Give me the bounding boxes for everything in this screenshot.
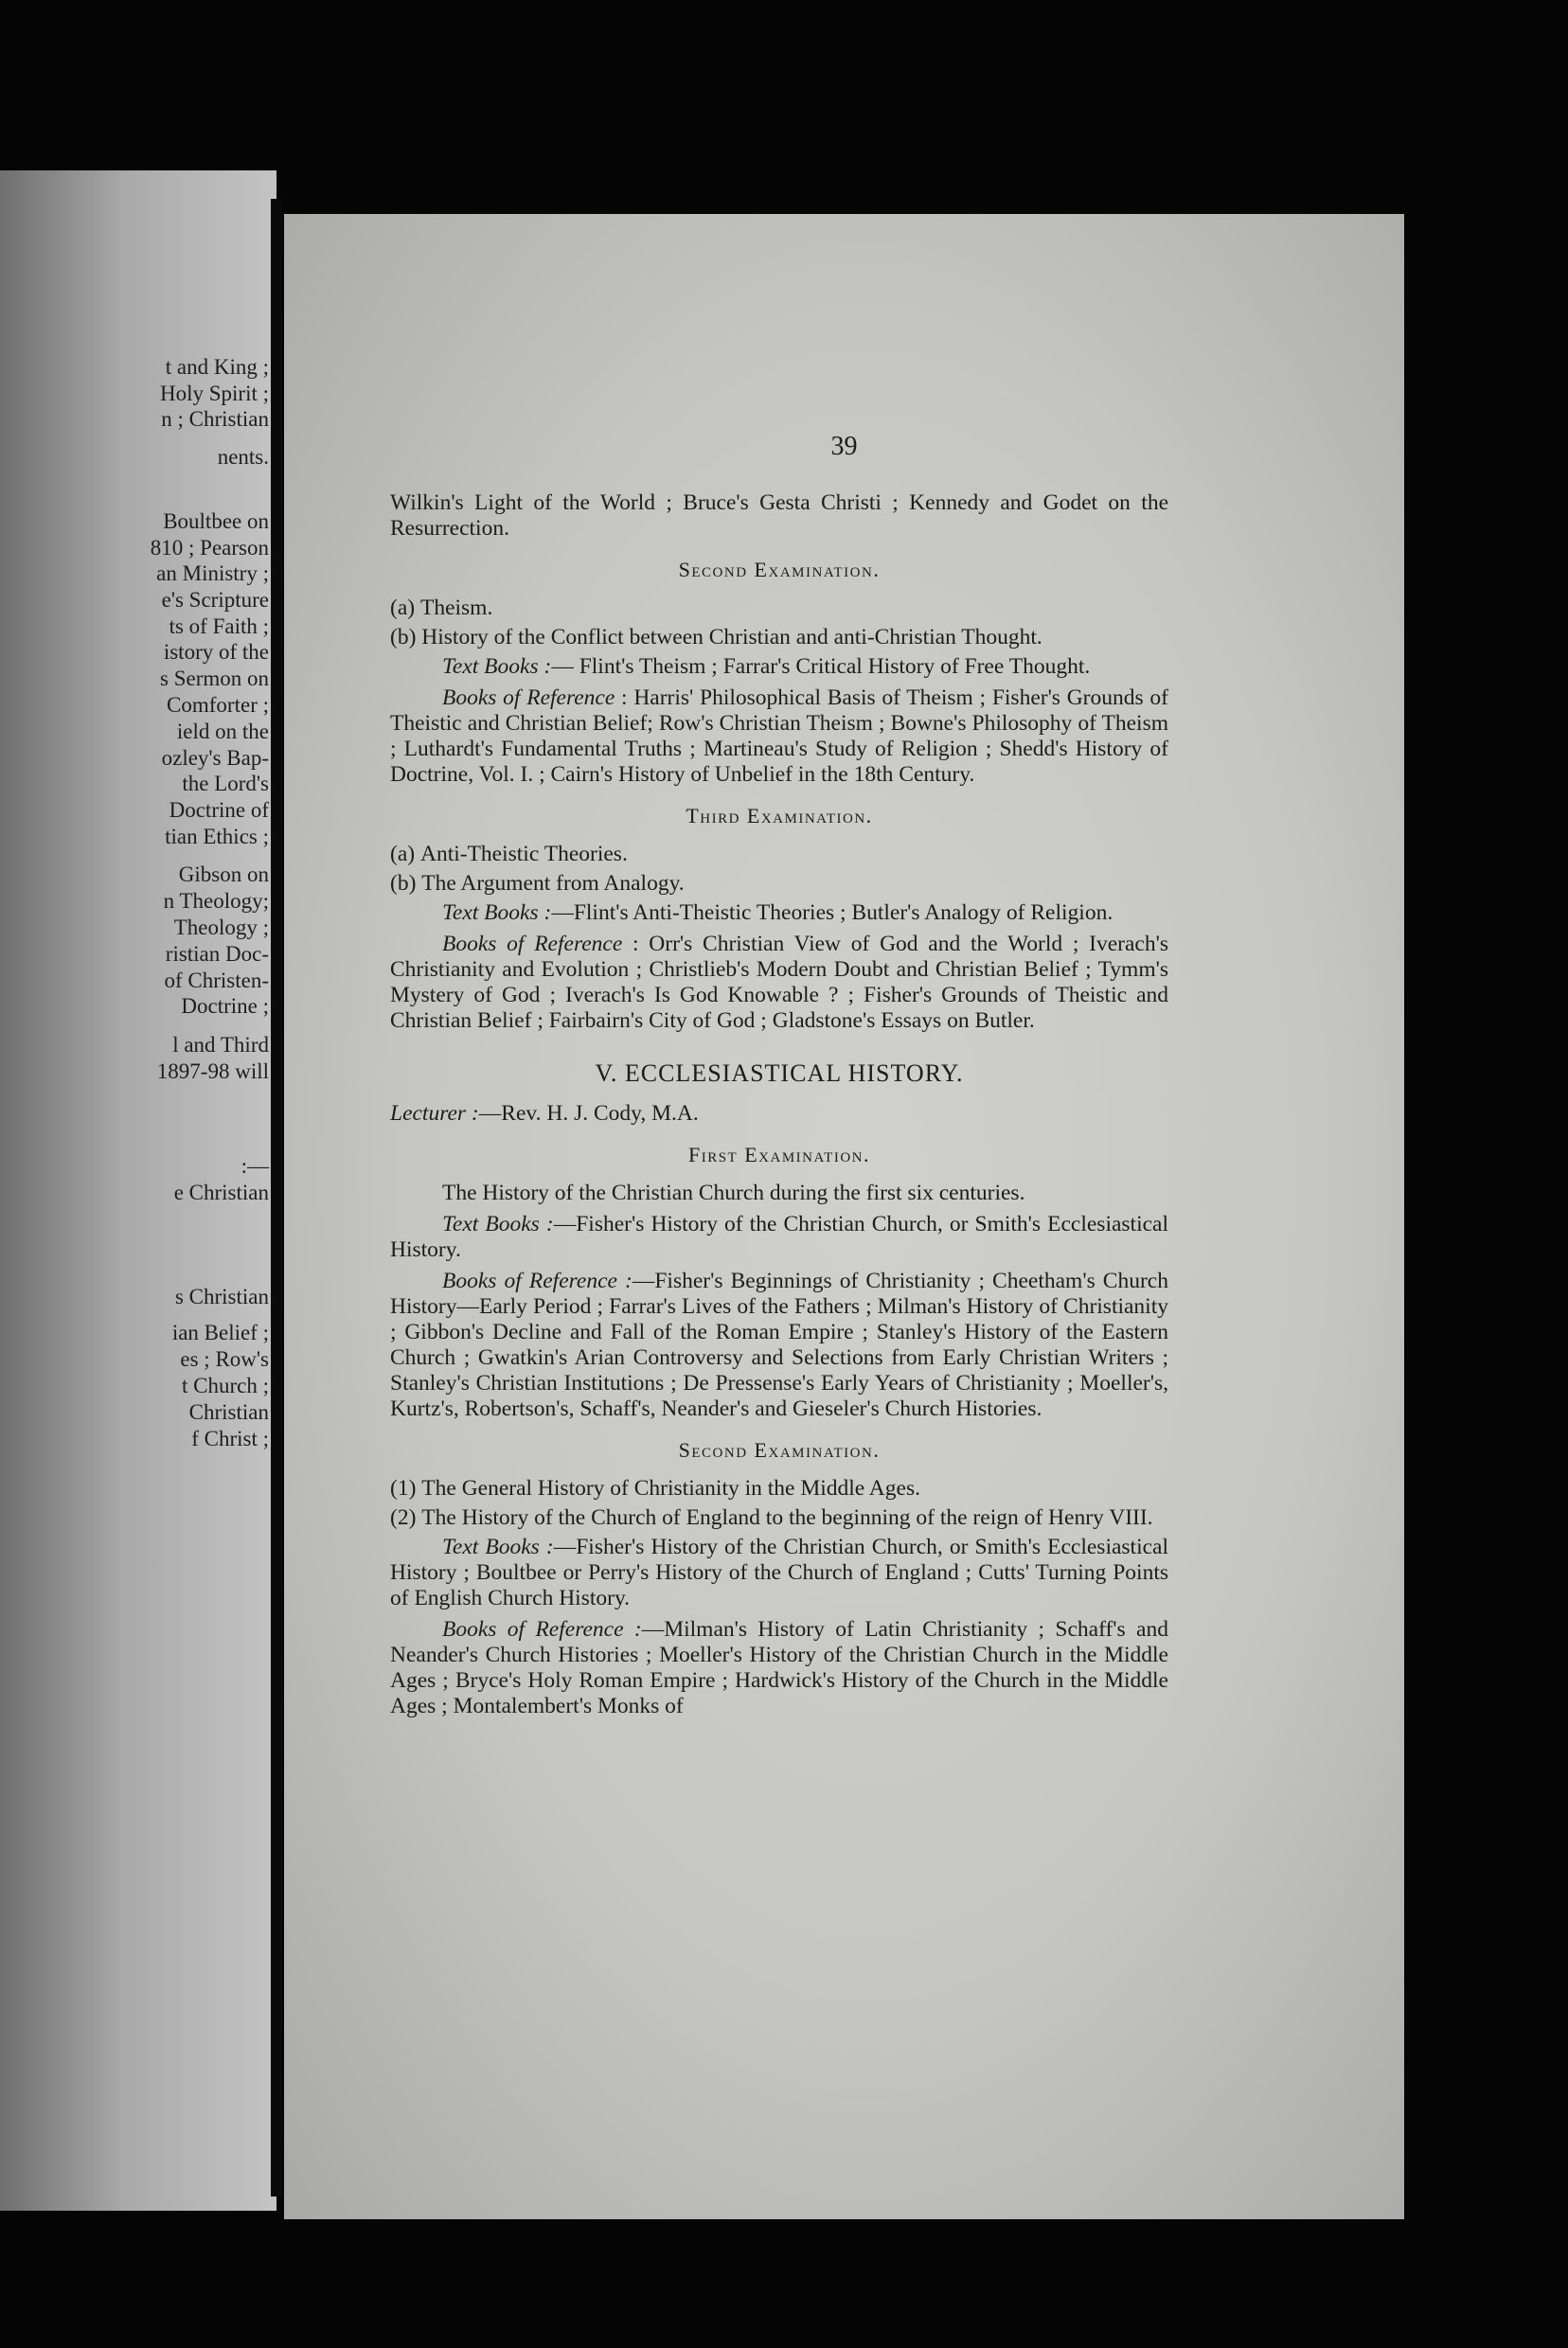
- left-page-line: istory of the: [163, 640, 269, 664]
- left-page-line: 810 ; Pearson: [150, 536, 269, 560]
- intro-paragraph: Wilkin's Light of the World ; Bruce's Gesta Christi ; Kennedy and Godet on the Resurrection.: [390, 490, 1168, 541]
- books-of-reference-paragraph: Books of Reference : Orr's Christian View of God and the World ; Iverach's Christianity and Evolution ; Christlieb's Modern Doubt and Christian Belief ; Tymm's Mystery of God ; Iverach's Is God Knowable ? ; Fisher's Grounds of Theistic and Christian Belief ; Fairbairn's City of God ; Gladstone's Essays on Butler.: [390, 932, 1168, 1033]
- left-page-line: n ; Christian: [161, 407, 269, 431]
- gutter-rule: [271, 199, 282, 2197]
- left-page-line: t Church ;: [182, 1374, 269, 1397]
- subject-paragraph: The History of the Christian Church during the first six centuries.: [442, 1181, 1025, 1205]
- list-item: (b) History of the Conflict between Christian and anti-Christian Thought.: [390, 625, 1042, 649]
- list-item: (1) The General History of Christianity in the Middle Ages.: [390, 1476, 920, 1501]
- left-page-line: Comforter ;: [167, 693, 269, 717]
- books-of-reference-paragraph: Books of Reference : Harris' Philosophical Basis of Theism ; Fisher's Grounds of Theistic and Christian Belief; Row's Christian Theism ; Bowne's Philosophy of Theism ; Luthardt's Fundamental Truths ; Martineau's Study of Religion ; Shedd's History of Doctrine, Vol. I. ; Cairn's History of Unbelief in the 18th Century.: [390, 685, 1168, 787]
- list-item: (a) Anti-Theistic Theories.: [390, 842, 628, 866]
- left-page-line: Holy Spirit ;: [159, 382, 269, 405]
- left-page-line: the Lord's: [182, 772, 269, 795]
- text-books-paragraph: Text Books :— Flint's Theism ; Farrar's Critical History of Free Thought.: [442, 654, 1091, 679]
- left-page-line: ian Belief ;: [171, 1321, 269, 1344]
- books-of-reference-paragraph: Books of Reference :—Milman's History of Latin Christianity ; Schaff's and Neander's Church Histories ; Moeller's History of the Christian Church in the Middle Ages ; Bryce's Holy Roman Empire ; Hardwick's History of the Church in the Middle Ages ; Montalembert's Monks of: [390, 1617, 1168, 1718]
- left-page-line: n Theology;: [163, 889, 269, 913]
- second-examination-heading: Second Examination.: [678, 1438, 881, 1462]
- left-page-line: ozley's Bap-: [161, 746, 269, 770]
- left-page-line: Doctrine of: [169, 798, 269, 822]
- left-page-line: tian Ethics ;: [165, 825, 269, 848]
- left-page-line: 1897-98 will: [156, 1059, 269, 1083]
- left-page-line: of Christen-: [164, 969, 269, 992]
- second-examination-heading: Second Examination.: [678, 558, 881, 581]
- left-page-line: ts of Faith ;: [169, 614, 269, 638]
- left-page-line: ristian Doc-: [165, 942, 269, 966]
- left-page-line: :—: [241, 1154, 269, 1178]
- third-examination-heading: Third Examination.: [686, 804, 873, 827]
- first-examination-heading: First Examination.: [687, 1143, 870, 1166]
- left-page-line: nents.: [217, 445, 269, 469]
- left-page-line: s Christian: [174, 1285, 269, 1308]
- text-books-paragraph: Text Books :—Flint's Anti-Theistic Theories ; Butler's Analogy of Religion.: [442, 900, 1114, 925]
- left-page-line: Boultbee on: [163, 509, 269, 533]
- left-page-line: s Sermon on: [160, 667, 269, 690]
- left-page-line: an Ministry ;: [156, 561, 269, 585]
- left-page-line: Christian: [188, 1400, 269, 1424]
- left-page-line: ield on the: [176, 720, 269, 743]
- section-heading: V. ECCLESIASTICAL HISTORY.: [595, 1059, 964, 1087]
- text-books-paragraph: Text Books :—Fisher's History of the Christian Church, or Smith's Ecclesiastical History ; Boultbee or Perry's History of the Church of England ; Cutts' Turning Points of English Church History.: [390, 1535, 1169, 1610]
- left-page-line: t and King ;: [165, 355, 269, 379]
- left-page-line: es ; Row's: [180, 1347, 269, 1371]
- left-page-line: l and Third: [172, 1033, 269, 1057]
- page-number: 39: [830, 432, 858, 461]
- left-page-line: e Christian: [173, 1181, 269, 1204]
- list-item: (a) Theism.: [390, 596, 493, 620]
- left-page-line: Doctrine ;: [181, 994, 269, 1018]
- books-of-reference-paragraph: Books of Reference :—Fisher's Beginnings of Christianity ; Cheetham's Church History—Early Period ; Farrar's Lives of the Fathers ; Milman's History of Christianity ; Gibbon's Decline and Fall of the Roman Empire ; Stanley's History of the Eastern Church ; Gwatkin's Arian Controversy and Selections from Early Christian Writers ; Stanley's Christian Institutions ; De Pressense's Early Years of Christianity ; Moeller's, Kurtz's, Robertson's, Schaff's, Neander's and Gieseler's Church Histories.: [390, 1269, 1168, 1421]
- left-page-line: Gibson on: [178, 863, 269, 886]
- left-page-fragment: [0, 170, 276, 2211]
- left-page-line: f Christ ;: [191, 1427, 269, 1450]
- text-books-paragraph: Text Books :—Fisher's History of the Christian Church, or Smith's Ecclesiastical History.: [390, 1212, 1169, 1262]
- left-page-line: Theology ;: [173, 916, 269, 939]
- list-item: (b) The Argument from Analogy.: [390, 871, 685, 896]
- list-item: (2) The History of the Church of England to the beginning of the reign of Henry VIII.: [390, 1505, 1153, 1530]
- right-page: [284, 214, 1404, 2219]
- page-content: [390, 490, 1168, 1725]
- left-page-line: e's Scripture: [161, 588, 269, 612]
- lecturer-line: Lecturer :—Rev. H. J. Cody, M.A.: [390, 1101, 699, 1126]
